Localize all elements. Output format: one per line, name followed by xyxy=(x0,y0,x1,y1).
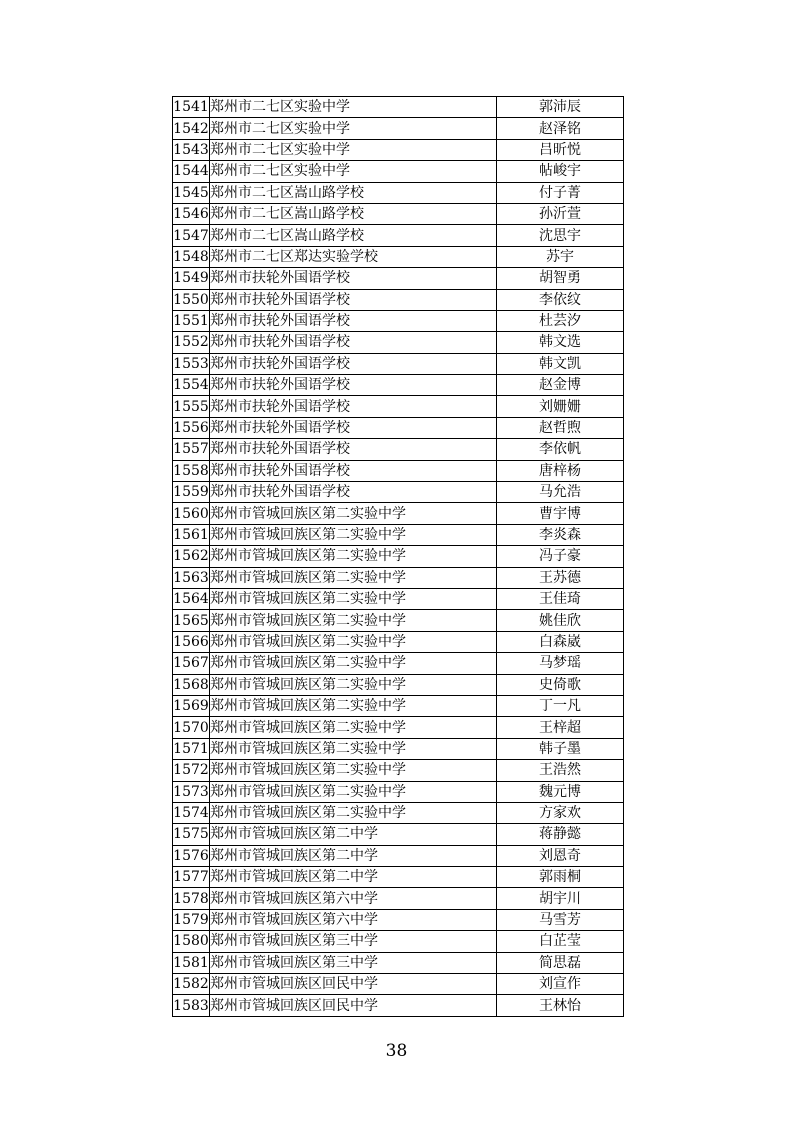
table-row xyxy=(173,802,624,823)
row-number-cell: 1575 xyxy=(173,824,210,845)
student-name-cell: 魏元博 xyxy=(497,781,624,802)
row-number-cell: 1544 xyxy=(173,161,210,182)
student-name-cell: 王林怡 xyxy=(497,995,624,1016)
student-name-cell: 韩文选 xyxy=(497,332,624,353)
row-number-cell: 1574 xyxy=(173,802,210,823)
row-number-cell: 1565 xyxy=(173,610,210,631)
school-name-cell: 郑州市扶轮外国语学校 xyxy=(210,396,497,417)
table-row xyxy=(173,139,624,160)
student-name-cell: 王苏德 xyxy=(497,567,624,588)
school-name-cell: 郑州市管城回族区第二实验中学 xyxy=(210,781,497,802)
row-number-cell: 1582 xyxy=(173,974,210,995)
table-row xyxy=(173,781,624,802)
row-number-cell: 1573 xyxy=(173,781,210,802)
row-number-cell: 1558 xyxy=(173,460,210,481)
student-name-cell: 赵金博 xyxy=(497,375,624,396)
school-name-cell: 郑州市扶轮外国语学校 xyxy=(210,310,497,331)
school-name-cell: 郑州市管城回族区回民中学 xyxy=(210,995,497,1016)
row-number-cell: 1557 xyxy=(173,439,210,460)
row-number-cell: 1578 xyxy=(173,888,210,909)
school-name-cell: 郑州市管城回族区第二实验中学 xyxy=(210,524,497,545)
table-row xyxy=(173,482,624,503)
row-number-cell: 1561 xyxy=(173,524,210,545)
school-name-cell: 郑州市管城回族区第三中学 xyxy=(210,931,497,952)
school-name-cell: 郑州市扶轮外国语学校 xyxy=(210,289,497,310)
table-row xyxy=(173,161,624,182)
school-name-cell: 郑州市管城回族区第二实验中学 xyxy=(210,653,497,674)
row-number-cell: 1577 xyxy=(173,867,210,888)
student-name-cell: 胡智勇 xyxy=(497,268,624,289)
table-row xyxy=(173,824,624,845)
school-name-cell: 郑州市管城回族区第三中学 xyxy=(210,952,497,973)
school-name-cell: 郑州市管城回族区第二实验中学 xyxy=(210,610,497,631)
table-row xyxy=(173,439,624,460)
student-roster-table xyxy=(172,96,624,1017)
table-row xyxy=(173,995,624,1016)
school-name-cell: 郑州市管城回族区第二实验中学 xyxy=(210,567,497,588)
table-row xyxy=(173,653,624,674)
row-number-cell: 1572 xyxy=(173,760,210,781)
row-number-cell: 1552 xyxy=(173,332,210,353)
school-name-cell: 郑州市管城回族区第二实验中学 xyxy=(210,588,497,609)
student-name-cell: 胡宇川 xyxy=(497,888,624,909)
row-number-cell: 1550 xyxy=(173,289,210,310)
student-name-cell: 马雪芳 xyxy=(497,909,624,930)
school-name-cell: 郑州市扶轮外国语学校 xyxy=(210,482,497,503)
table-row xyxy=(173,417,624,438)
student-name-cell: 沈思宇 xyxy=(497,225,624,246)
table-row xyxy=(173,97,624,118)
school-name-cell: 郑州市扶轮外国语学校 xyxy=(210,353,497,374)
student-name-cell: 方家欢 xyxy=(497,802,624,823)
school-name-cell: 郑州市管城回族区第六中学 xyxy=(210,888,497,909)
table-row xyxy=(173,503,624,524)
student-name-cell: 吕昕悦 xyxy=(497,139,624,160)
table-row xyxy=(173,396,624,417)
student-name-cell: 李依纹 xyxy=(497,289,624,310)
school-name-cell: 郑州市管城回族区第二实验中学 xyxy=(210,760,497,781)
student-name-cell: 王梓超 xyxy=(497,717,624,738)
school-name-cell: 郑州市扶轮外国语学校 xyxy=(210,332,497,353)
table-row xyxy=(173,375,624,396)
row-number-cell: 1541 xyxy=(173,97,210,118)
row-number-cell: 1556 xyxy=(173,417,210,438)
table-row xyxy=(173,546,624,567)
table-row xyxy=(173,952,624,973)
row-number-cell: 1568 xyxy=(173,674,210,695)
school-name-cell: 郑州市扶轮外国语学校 xyxy=(210,460,497,481)
row-number-cell: 1571 xyxy=(173,738,210,759)
student-name-cell: 李依帆 xyxy=(497,439,624,460)
table-row xyxy=(173,310,624,331)
school-name-cell: 郑州市二七区实验中学 xyxy=(210,139,497,160)
school-name-cell: 郑州市管城回族区第二实验中学 xyxy=(210,546,497,567)
student-name-cell: 王浩然 xyxy=(497,760,624,781)
table-row xyxy=(173,460,624,481)
table-row xyxy=(173,353,624,374)
student-name-cell: 付子菁 xyxy=(497,182,624,203)
student-name-cell: 苏宇 xyxy=(497,246,624,267)
row-number-cell: 1581 xyxy=(173,952,210,973)
row-number-cell: 1569 xyxy=(173,695,210,716)
table-row xyxy=(173,674,624,695)
table-row xyxy=(173,610,624,631)
table-row xyxy=(173,867,624,888)
student-name-cell: 姚佳欣 xyxy=(497,610,624,631)
school-name-cell: 郑州市管城回族区第二实验中学 xyxy=(210,631,497,652)
student-name-cell: 马梦瑶 xyxy=(497,653,624,674)
table-row xyxy=(173,717,624,738)
student-name-cell: 王佳琦 xyxy=(497,588,624,609)
row-number-cell: 1567 xyxy=(173,653,210,674)
table-row xyxy=(173,738,624,759)
student-name-cell: 赵泽铭 xyxy=(497,118,624,139)
student-name-cell: 杜芸汐 xyxy=(497,310,624,331)
student-name-cell: 简思磊 xyxy=(497,952,624,973)
table-row xyxy=(173,182,624,203)
school-name-cell: 郑州市管城回族区第二实验中学 xyxy=(210,674,497,695)
row-number-cell: 1570 xyxy=(173,717,210,738)
table-row xyxy=(173,524,624,545)
table-row xyxy=(173,268,624,289)
row-number-cell: 1559 xyxy=(173,482,210,503)
student-name-cell: 曹宇博 xyxy=(497,503,624,524)
table-row xyxy=(173,931,624,952)
school-name-cell: 郑州市扶轮外国语学校 xyxy=(210,268,497,289)
student-name-cell: 刘宣作 xyxy=(497,974,624,995)
table-row xyxy=(173,845,624,866)
student-name-cell: 刘姗姗 xyxy=(497,396,624,417)
table-row xyxy=(173,332,624,353)
school-name-cell: 郑州市二七区嵩山路学校 xyxy=(210,182,497,203)
school-name-cell: 郑州市管城回族区第二中学 xyxy=(210,867,497,888)
row-number-cell: 1546 xyxy=(173,203,210,224)
student-name-cell: 刘恩奇 xyxy=(497,845,624,866)
student-name-cell: 冯子豪 xyxy=(497,546,624,567)
row-number-cell: 1562 xyxy=(173,546,210,567)
row-number-cell: 1563 xyxy=(173,567,210,588)
student-name-cell: 史倚歌 xyxy=(497,674,624,695)
row-number-cell: 1560 xyxy=(173,503,210,524)
table-row xyxy=(173,203,624,224)
row-number-cell: 1566 xyxy=(173,631,210,652)
student-name-cell: 白森崴 xyxy=(497,631,624,652)
row-number-cell: 1576 xyxy=(173,845,210,866)
table-row xyxy=(173,567,624,588)
school-name-cell: 郑州市二七区实验中学 xyxy=(210,97,497,118)
school-name-cell: 郑州市扶轮外国语学校 xyxy=(210,417,497,438)
row-number-cell: 1555 xyxy=(173,396,210,417)
school-name-cell: 郑州市管城回族区第二中学 xyxy=(210,824,497,845)
table-row xyxy=(173,888,624,909)
school-name-cell: 郑州市二七区实验中学 xyxy=(210,118,497,139)
row-number-cell: 1542 xyxy=(173,118,210,139)
student-name-cell: 帖峻宇 xyxy=(497,161,624,182)
student-name-cell: 白芷莹 xyxy=(497,931,624,952)
row-number-cell: 1549 xyxy=(173,268,210,289)
table-row xyxy=(173,974,624,995)
school-name-cell: 郑州市管城回族区第二实验中学 xyxy=(210,802,497,823)
student-name-cell: 韩子墨 xyxy=(497,738,624,759)
school-name-cell: 郑州市二七区实验中学 xyxy=(210,161,497,182)
school-name-cell: 郑州市二七区郑达实验学校 xyxy=(210,246,497,267)
student-name-cell: 丁一凡 xyxy=(497,695,624,716)
row-number-cell: 1580 xyxy=(173,931,210,952)
row-number-cell: 1553 xyxy=(173,353,210,374)
school-name-cell: 郑州市管城回族区第二中学 xyxy=(210,845,497,866)
student-name-cell: 李炎森 xyxy=(497,524,624,545)
school-name-cell: 郑州市管城回族区第二实验中学 xyxy=(210,717,497,738)
student-name-cell: 马允浩 xyxy=(497,482,624,503)
table-row xyxy=(173,588,624,609)
table-row xyxy=(173,225,624,246)
row-number-cell: 1579 xyxy=(173,909,210,930)
school-name-cell: 郑州市二七区嵩山路学校 xyxy=(210,203,497,224)
student-name-cell: 赵哲煦 xyxy=(497,417,624,438)
school-name-cell: 郑州市扶轮外国语学校 xyxy=(210,375,497,396)
row-number-cell: 1551 xyxy=(173,310,210,331)
school-name-cell: 郑州市管城回族区第二实验中学 xyxy=(210,738,497,759)
row-number-cell: 1543 xyxy=(173,139,210,160)
school-name-cell: 郑州市管城回族区第二实验中学 xyxy=(210,503,497,524)
page-number: 38 xyxy=(385,1041,408,1061)
row-number-cell: 1583 xyxy=(173,995,210,1016)
school-name-cell: 郑州市管城回族区回民中学 xyxy=(210,974,497,995)
row-number-cell: 1554 xyxy=(173,375,210,396)
student-name-cell: 郭沛辰 xyxy=(497,97,624,118)
student-name-cell: 唐梓杨 xyxy=(497,460,624,481)
row-number-cell: 1564 xyxy=(173,588,210,609)
row-number-cell: 1545 xyxy=(173,182,210,203)
table-row xyxy=(173,631,624,652)
table-row xyxy=(173,246,624,267)
table-row xyxy=(173,289,624,310)
school-name-cell: 郑州市扶轮外国语学校 xyxy=(210,439,497,460)
student-name-cell: 蒋静懿 xyxy=(497,824,624,845)
table-row xyxy=(173,909,624,930)
school-name-cell: 郑州市二七区嵩山路学校 xyxy=(210,225,497,246)
student-name-cell: 郭雨桐 xyxy=(497,867,624,888)
roster-body xyxy=(173,97,624,1017)
school-name-cell: 郑州市管城回族区第六中学 xyxy=(210,909,497,930)
table-row xyxy=(173,760,624,781)
table-row xyxy=(173,695,624,716)
table-row xyxy=(173,118,624,139)
student-name-cell: 孙沂萱 xyxy=(497,203,624,224)
row-number-cell: 1547 xyxy=(173,225,210,246)
row-number-cell: 1548 xyxy=(173,246,210,267)
school-name-cell: 郑州市管城回族区第二实验中学 xyxy=(210,695,497,716)
student-name-cell: 韩文凯 xyxy=(497,353,624,374)
